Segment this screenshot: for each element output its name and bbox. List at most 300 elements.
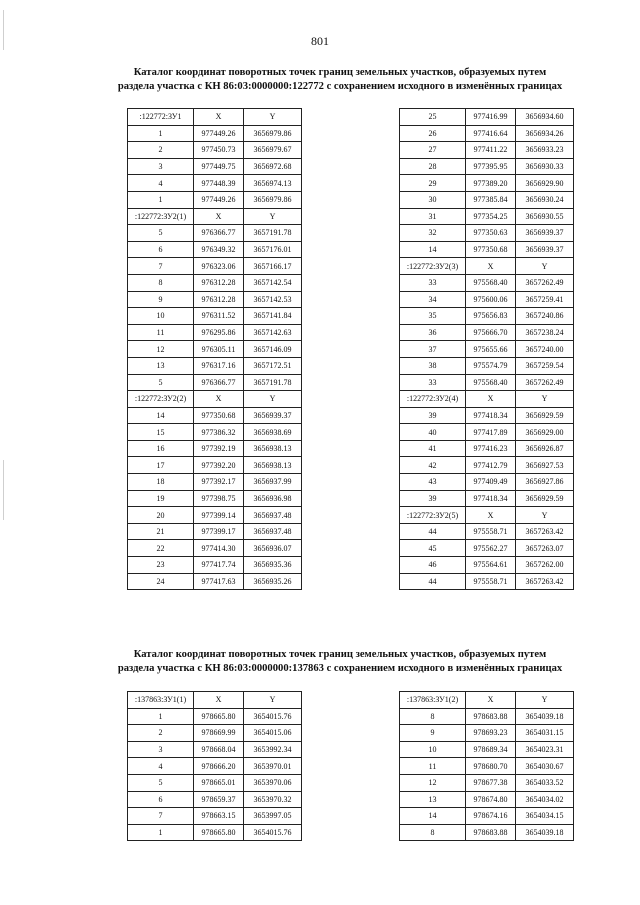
y-coordinate-cell: 3653970.06: [244, 774, 302, 791]
y-coordinate-cell: 3657191.78: [244, 374, 302, 391]
y-coordinate-cell: 3657238.24: [516, 324, 574, 341]
table-row: [128, 808, 302, 825]
x-coordinate-cell: 977354.25: [466, 208, 516, 225]
x-coordinate-cell: 977449.26: [194, 125, 244, 142]
coordinates-table-1: [127, 108, 302, 590]
y-coordinate-cell: 3656929.90: [516, 175, 574, 192]
x-coordinate-cell: 978669.99: [194, 725, 244, 742]
y-coordinate-cell: Y: [244, 391, 302, 408]
x-coordinate-cell: 978666.20: [194, 758, 244, 775]
x-coordinate-cell: 977399.14: [194, 507, 244, 524]
table-row: [128, 308, 302, 325]
y-coordinate-cell: 3657172.51: [244, 357, 302, 374]
table-row: [400, 258, 574, 275]
y-coordinate-cell: 3657166.17: [244, 258, 302, 275]
point-number-cell: 1: [128, 708, 194, 725]
x-coordinate-cell: X: [466, 391, 516, 408]
point-number-cell: :122772:ЗУ2(2): [128, 391, 194, 408]
point-number-cell: 8: [400, 824, 466, 841]
y-coordinate-cell: 3654039.18: [516, 708, 574, 725]
x-coordinate-cell: 978665.80: [194, 824, 244, 841]
point-number-cell: 37: [400, 341, 466, 358]
x-coordinate-cell: 975656.83: [466, 308, 516, 325]
coordinates-table-2: [399, 108, 574, 590]
x-coordinate-cell: X: [466, 258, 516, 275]
table-row: [128, 191, 302, 208]
table-row: [400, 708, 574, 725]
table-row: [128, 324, 302, 341]
y-coordinate-cell: 3657146.09: [244, 341, 302, 358]
y-coordinate-cell: 3654015.76: [244, 824, 302, 841]
x-coordinate-cell: 976366.77: [194, 225, 244, 242]
x-coordinate-cell: 975568.40: [466, 274, 516, 291]
table-row: [400, 791, 574, 808]
point-number-cell: 46: [400, 557, 466, 574]
table-row: [400, 725, 574, 742]
table-row: [128, 457, 302, 474]
point-number-cell: 26: [400, 125, 466, 142]
table-row: [400, 507, 574, 524]
point-number-cell: :137863:ЗУ1(2): [400, 692, 466, 709]
table-row: [128, 357, 302, 374]
x-coordinate-cell: 978674.16: [466, 808, 516, 825]
scan-margin-mark: [3, 460, 4, 520]
x-coordinate-cell: X: [194, 109, 244, 126]
x-coordinate-cell: 976366.77: [194, 374, 244, 391]
table-row: [128, 109, 302, 126]
table-row: [128, 507, 302, 524]
table-row: [128, 374, 302, 391]
point-number-cell: 23: [128, 557, 194, 574]
y-coordinate-cell: Y: [516, 258, 574, 275]
table-row: [400, 490, 574, 507]
table-row: [400, 523, 574, 540]
y-coordinate-cell: 3654034.15: [516, 808, 574, 825]
point-number-cell: 40: [400, 424, 466, 441]
x-coordinate-cell: 976312.28: [194, 291, 244, 308]
x-coordinate-cell: X: [194, 208, 244, 225]
point-number-cell: 4: [128, 758, 194, 775]
point-number-cell: 7: [128, 258, 194, 275]
point-number-cell: 24: [128, 573, 194, 590]
table-row: [400, 391, 574, 408]
coordinates-table-3: [127, 691, 302, 841]
y-coordinate-cell: 3656939.37: [244, 407, 302, 424]
table-row: [128, 225, 302, 242]
point-number-cell: 4: [128, 175, 194, 192]
point-number-cell: 1: [128, 125, 194, 142]
point-number-cell: :137863:ЗУ1(1): [128, 692, 194, 709]
table-row: [400, 109, 574, 126]
point-number-cell: 44: [400, 523, 466, 540]
x-coordinate-cell: 978683.88: [466, 824, 516, 841]
x-coordinate-cell: 977398.75: [194, 490, 244, 507]
x-coordinate-cell: 978689.34: [466, 741, 516, 758]
y-coordinate-cell: 3657142.53: [244, 291, 302, 308]
table-row: [128, 557, 302, 574]
y-coordinate-cell: 3657262.49: [516, 374, 574, 391]
table-row: [128, 708, 302, 725]
x-coordinate-cell: 976317.16: [194, 357, 244, 374]
y-coordinate-cell: Y: [516, 692, 574, 709]
y-coordinate-cell: 3656937.48: [244, 507, 302, 524]
x-coordinate-cell: 977412.79: [466, 457, 516, 474]
x-coordinate-cell: 977409.49: [466, 474, 516, 491]
table-row: [128, 440, 302, 457]
y-coordinate-cell: 3656934.60: [516, 109, 574, 126]
y-coordinate-cell: Y: [516, 507, 574, 524]
table-row: [128, 341, 302, 358]
point-number-cell: 13: [128, 357, 194, 374]
page-number: 801: [311, 34, 329, 48]
x-coordinate-cell: X: [194, 391, 244, 408]
section-2-title-line-2: раздела участка с КН 86:03:0000000:137863 с сохранением исходного в изменённых границах: [117, 663, 563, 674]
point-number-cell: 8: [400, 708, 466, 725]
x-coordinate-cell: 978683.88: [466, 708, 516, 725]
table-row: [128, 291, 302, 308]
coordinates-table-4: [399, 691, 574, 841]
table-row: [400, 125, 574, 142]
y-coordinate-cell: 3654015.76: [244, 708, 302, 725]
x-coordinate-cell: 977416.23: [466, 440, 516, 457]
x-coordinate-cell: 977399.17: [194, 523, 244, 540]
y-coordinate-cell: 3656930.55: [516, 208, 574, 225]
point-number-cell: 6: [128, 791, 194, 808]
x-coordinate-cell: 977417.74: [194, 557, 244, 574]
x-coordinate-cell: 978663.15: [194, 808, 244, 825]
table-row: [400, 474, 574, 491]
x-coordinate-cell: 976349.32: [194, 241, 244, 258]
y-coordinate-cell: Y: [244, 109, 302, 126]
y-coordinate-cell: 3654034.02: [516, 791, 574, 808]
y-coordinate-cell: 3656939.37: [516, 241, 574, 258]
x-coordinate-cell: 977392.19: [194, 440, 244, 457]
point-number-cell: 9: [128, 291, 194, 308]
y-coordinate-cell: Y: [244, 208, 302, 225]
table-row: [400, 225, 574, 242]
x-coordinate-cell: 976295.86: [194, 324, 244, 341]
y-coordinate-cell: 3657142.54: [244, 274, 302, 291]
table-row: [400, 175, 574, 192]
table-row: [400, 407, 574, 424]
y-coordinate-cell: 3656927.53: [516, 457, 574, 474]
table-row: [400, 374, 574, 391]
point-number-cell: 27: [400, 142, 466, 159]
y-coordinate-cell: 3656935.36: [244, 557, 302, 574]
table-row: [128, 158, 302, 175]
x-coordinate-cell: 975655.66: [466, 341, 516, 358]
table-row: [400, 808, 574, 825]
table-row: [128, 573, 302, 590]
x-coordinate-cell: 977350.68: [194, 407, 244, 424]
y-coordinate-cell: 3654015.06: [244, 725, 302, 742]
point-number-cell: 7: [128, 808, 194, 825]
table-row: [128, 258, 302, 275]
x-coordinate-cell: 975568.40: [466, 374, 516, 391]
table-row: [400, 357, 574, 374]
x-coordinate-cell: 978693.23: [466, 725, 516, 742]
x-coordinate-cell: 975564.61: [466, 557, 516, 574]
y-coordinate-cell: 3656926.87: [516, 440, 574, 457]
y-coordinate-cell: 3656936.98: [244, 490, 302, 507]
y-coordinate-cell: 3653992.34: [244, 741, 302, 758]
table-row: [400, 191, 574, 208]
table-row: [128, 175, 302, 192]
point-number-cell: 28: [400, 158, 466, 175]
point-number-cell: 18: [128, 474, 194, 491]
point-number-cell: 20: [128, 507, 194, 524]
table-row: [400, 142, 574, 159]
point-number-cell: 1: [128, 824, 194, 841]
y-coordinate-cell: 3654030.67: [516, 758, 574, 775]
x-coordinate-cell: 977392.20: [194, 457, 244, 474]
point-number-cell: 35: [400, 308, 466, 325]
x-coordinate-cell: 976312.28: [194, 274, 244, 291]
x-coordinate-cell: 977417.89: [466, 424, 516, 441]
point-number-cell: 38: [400, 357, 466, 374]
point-number-cell: 12: [400, 774, 466, 791]
point-number-cell: 3: [128, 158, 194, 175]
y-coordinate-cell: Y: [244, 692, 302, 709]
y-coordinate-cell: 3653997.05: [244, 808, 302, 825]
x-coordinate-cell: 976305.11: [194, 341, 244, 358]
x-coordinate-cell: 977392.17: [194, 474, 244, 491]
table-row: [400, 241, 574, 258]
x-coordinate-cell: 977416.99: [466, 109, 516, 126]
table-row: [128, 540, 302, 557]
point-number-cell: 36: [400, 324, 466, 341]
x-coordinate-cell: 976323.06: [194, 258, 244, 275]
table-row: [128, 523, 302, 540]
table-row: [128, 208, 302, 225]
point-number-cell: 17: [128, 457, 194, 474]
point-number-cell: 5: [128, 225, 194, 242]
y-coordinate-cell: 3653970.32: [244, 791, 302, 808]
x-coordinate-cell: 977350.63: [466, 225, 516, 242]
y-coordinate-cell: 3657259.41: [516, 291, 574, 308]
point-number-cell: 6: [128, 241, 194, 258]
y-coordinate-cell: 3657176.01: [244, 241, 302, 258]
table-row: [128, 424, 302, 441]
x-coordinate-cell: 977417.63: [194, 573, 244, 590]
x-coordinate-cell: X: [466, 507, 516, 524]
x-coordinate-cell: 978674.80: [466, 791, 516, 808]
table-row: [400, 308, 574, 325]
y-coordinate-cell: 3657263.42: [516, 573, 574, 590]
table-row: [400, 424, 574, 441]
x-coordinate-cell: 978680.70: [466, 758, 516, 775]
section-2-title-line-1: Каталог координат поворотных точек границ земельных участков, образуемых путем: [133, 649, 547, 660]
x-coordinate-cell: 977350.68: [466, 241, 516, 258]
x-coordinate-cell: 977449.75: [194, 158, 244, 175]
table-row: [128, 741, 302, 758]
table-row: [400, 692, 574, 709]
table-row: [400, 774, 574, 791]
x-coordinate-cell: 977416.64: [466, 125, 516, 142]
x-coordinate-cell: 978665.80: [194, 708, 244, 725]
section-1-title-line-2: раздела участка с КН 86:03:0000000:122772 с сохранением исходного в изменённых границах: [117, 81, 563, 92]
point-number-cell: 11: [400, 758, 466, 775]
section-2-heading: [60, 648, 620, 676]
table-row: [128, 725, 302, 742]
point-number-cell: 9: [400, 725, 466, 742]
y-coordinate-cell: 3656939.37: [516, 225, 574, 242]
table-row: [400, 824, 574, 841]
table-row: [400, 291, 574, 308]
x-coordinate-cell: 977395.95: [466, 158, 516, 175]
table-row: [128, 791, 302, 808]
x-coordinate-cell: 975574.79: [466, 357, 516, 374]
table-row: [128, 142, 302, 159]
y-coordinate-cell: 3656936.07: [244, 540, 302, 557]
x-coordinate-cell: 978665.01: [194, 774, 244, 791]
y-coordinate-cell: 3656930.33: [516, 158, 574, 175]
point-number-cell: 3: [128, 741, 194, 758]
point-number-cell: 39: [400, 407, 466, 424]
x-coordinate-cell: 977389.20: [466, 175, 516, 192]
table-row: [400, 741, 574, 758]
y-coordinate-cell: 3656935.26: [244, 573, 302, 590]
table-row: [400, 440, 574, 457]
x-coordinate-cell: 975600.06: [466, 291, 516, 308]
x-coordinate-cell: 975666.70: [466, 324, 516, 341]
y-coordinate-cell: 3656937.48: [244, 523, 302, 540]
y-coordinate-cell: 3656927.86: [516, 474, 574, 491]
point-number-cell: 16: [128, 440, 194, 457]
point-number-cell: 10: [128, 308, 194, 325]
point-number-cell: 10: [400, 741, 466, 758]
y-coordinate-cell: 3656979.86: [244, 125, 302, 142]
y-coordinate-cell: 3657262.49: [516, 274, 574, 291]
table-row: [400, 540, 574, 557]
point-number-cell: :122772:ЗУ2(5): [400, 507, 466, 524]
point-number-cell: :122772:ЗУ2(1): [128, 208, 194, 225]
y-coordinate-cell: 3656934.26: [516, 125, 574, 142]
table-row: [128, 391, 302, 408]
x-coordinate-cell: 978677.38: [466, 774, 516, 791]
y-coordinate-cell: 3657263.42: [516, 523, 574, 540]
point-number-cell: 15: [128, 424, 194, 441]
section-1-heading: [60, 66, 620, 94]
y-coordinate-cell: 3657259.54: [516, 357, 574, 374]
point-number-cell: 22: [128, 540, 194, 557]
table-row: [400, 341, 574, 358]
table-row: [400, 274, 574, 291]
y-coordinate-cell: 3656974.13: [244, 175, 302, 192]
point-number-cell: 34: [400, 291, 466, 308]
table-row: [128, 758, 302, 775]
y-coordinate-cell: 3656929.00: [516, 424, 574, 441]
y-coordinate-cell: 3654033.52: [516, 774, 574, 791]
point-number-cell: 41: [400, 440, 466, 457]
y-coordinate-cell: 3657141.84: [244, 308, 302, 325]
point-number-cell: 21: [128, 523, 194, 540]
x-coordinate-cell: 977450.73: [194, 142, 244, 159]
point-number-cell: 25: [400, 109, 466, 126]
point-number-cell: :122772:ЗУ2(4): [400, 391, 466, 408]
point-number-cell: 8: [128, 274, 194, 291]
point-number-cell: 33: [400, 274, 466, 291]
y-coordinate-cell: 3657142.63: [244, 324, 302, 341]
point-number-cell: 1: [128, 191, 194, 208]
y-coordinate-cell: 3656933.23: [516, 142, 574, 159]
x-coordinate-cell: 977418.34: [466, 407, 516, 424]
table-row: [400, 457, 574, 474]
y-coordinate-cell: 3657263.07: [516, 540, 574, 557]
y-coordinate-cell: 3656979.67: [244, 142, 302, 159]
point-number-cell: :122772:ЗУ1: [128, 109, 194, 126]
table-row: [128, 241, 302, 258]
x-coordinate-cell: 977414.30: [194, 540, 244, 557]
x-coordinate-cell: 976311.52: [194, 308, 244, 325]
x-coordinate-cell: 977385.84: [466, 191, 516, 208]
point-number-cell: 5: [128, 374, 194, 391]
x-coordinate-cell: 975562.27: [466, 540, 516, 557]
table-row: [128, 125, 302, 142]
section-1-title-line-1: Каталог координат поворотных точек границ земельных участков, образуемых путем: [133, 67, 547, 78]
point-number-cell: 19: [128, 490, 194, 507]
y-coordinate-cell: 3657191.78: [244, 225, 302, 242]
table-row: [128, 774, 302, 791]
x-coordinate-cell: 975558.71: [466, 573, 516, 590]
y-coordinate-cell: Y: [516, 391, 574, 408]
y-coordinate-cell: 3656938.13: [244, 440, 302, 457]
point-number-cell: 44: [400, 573, 466, 590]
y-coordinate-cell: 3656929.59: [516, 407, 574, 424]
x-coordinate-cell: 978659.37: [194, 791, 244, 808]
table-row: [400, 158, 574, 175]
y-coordinate-cell: 3656929.59: [516, 490, 574, 507]
y-coordinate-cell: 3657240.00: [516, 341, 574, 358]
point-number-cell: 14: [128, 407, 194, 424]
y-coordinate-cell: 3657240.86: [516, 308, 574, 325]
y-coordinate-cell: 3653970.01: [244, 758, 302, 775]
point-number-cell: 12: [128, 341, 194, 358]
point-number-cell: 2: [128, 725, 194, 742]
y-coordinate-cell: 3657262.00: [516, 557, 574, 574]
y-coordinate-cell: 3656938.69: [244, 424, 302, 441]
table-row: [128, 407, 302, 424]
table-row: [128, 474, 302, 491]
point-number-cell: 29: [400, 175, 466, 192]
point-number-cell: 14: [400, 241, 466, 258]
x-coordinate-cell: 977411.22: [466, 142, 516, 159]
y-coordinate-cell: 3656938.13: [244, 457, 302, 474]
table-row: [128, 692, 302, 709]
table-row: [128, 490, 302, 507]
table-row: [128, 274, 302, 291]
table-row: [400, 557, 574, 574]
point-number-cell: 2: [128, 142, 194, 159]
table-row: [128, 824, 302, 841]
y-coordinate-cell: 3654039.18: [516, 824, 574, 841]
x-coordinate-cell: 977418.34: [466, 490, 516, 507]
y-coordinate-cell: 3656979.86: [244, 191, 302, 208]
point-number-cell: 11: [128, 324, 194, 341]
y-coordinate-cell: 3656972.68: [244, 158, 302, 175]
point-number-cell: 30: [400, 191, 466, 208]
point-number-cell: 14: [400, 808, 466, 825]
y-coordinate-cell: 3654031.15: [516, 725, 574, 742]
y-coordinate-cell: 3656930.24: [516, 191, 574, 208]
y-coordinate-cell: 3654023.31: [516, 741, 574, 758]
x-coordinate-cell: X: [194, 692, 244, 709]
point-number-cell: 45: [400, 540, 466, 557]
table-row: [400, 324, 574, 341]
point-number-cell: 39: [400, 490, 466, 507]
point-number-cell: 43: [400, 474, 466, 491]
table-row: [400, 758, 574, 775]
